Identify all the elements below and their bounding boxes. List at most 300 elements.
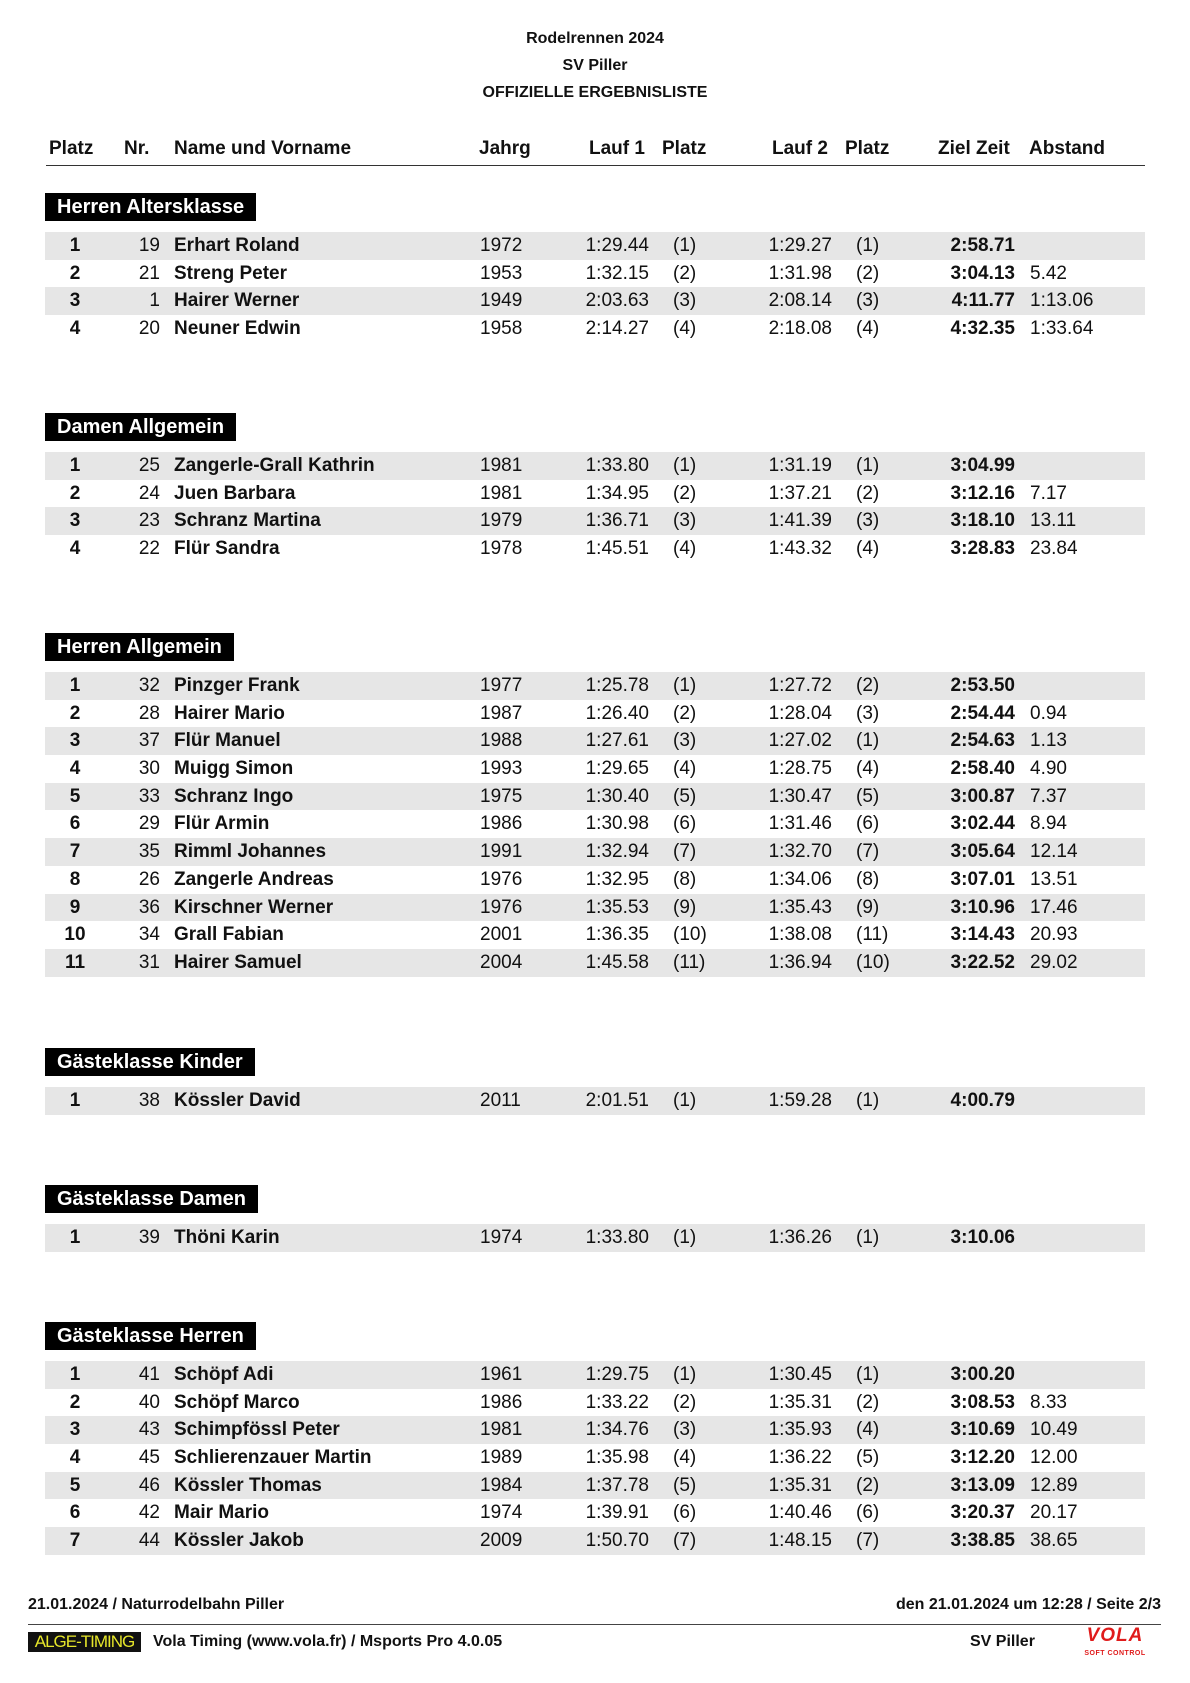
run1-rank-cell: (3) — [673, 290, 697, 312]
table-row — [45, 232, 1145, 260]
total-time-cell: 3:22.52 — [950, 951, 1015, 973]
rank-cell: 3 — [69, 510, 81, 532]
header-divider — [46, 165, 1145, 166]
table-row — [45, 535, 1145, 563]
gap-cell: 13.51 — [1030, 868, 1078, 890]
run1-rank-cell: (1) — [673, 455, 697, 476]
gap-cell: 1:33.64 — [1030, 318, 1094, 340]
result-rows — [45, 452, 1145, 563]
rank-cell: 7 — [69, 1530, 81, 1552]
vola-logo — [1069, 1626, 1161, 1660]
total-time-cell: 3:07.01 — [950, 868, 1015, 890]
run1-time-cell: 1:36.35 — [585, 924, 649, 946]
run2-time-cell: 1:30.47 — [768, 785, 832, 807]
total-time-cell: 3:28.83 — [950, 538, 1015, 560]
run2-rank-cell: (7) — [856, 841, 880, 863]
run1-time-cell: 1:29.65 — [585, 758, 649, 780]
gap-cell: 29.02 — [1030, 951, 1078, 973]
run1-rank-cell: (1) — [673, 1090, 697, 1111]
table-row — [45, 1224, 1145, 1252]
run1-rank-cell: (3) — [673, 510, 697, 532]
run1-time-cell: 1:34.76 — [585, 1419, 649, 1441]
table-row — [45, 810, 1145, 838]
list-title: OFFIZIELLE ERGEBNISLISTE — [482, 84, 708, 101]
name-cell: Kössler Jakob — [174, 1530, 304, 1552]
year-cell: 1987 — [480, 702, 523, 724]
rank-cell: 1 — [69, 455, 81, 476]
run1-time-cell: 1:35.53 — [585, 896, 649, 918]
run1-time-cell: 1:32.94 — [585, 841, 649, 863]
run2-rank-cell: (5) — [856, 785, 880, 807]
result-section — [45, 1185, 1145, 1252]
run1-time-cell: 1:45.51 — [585, 538, 649, 560]
footer-organizer: SV Piller — [970, 1633, 1035, 1650]
gap-cell: 7.17 — [1030, 482, 1067, 504]
run2-time-cell: 1:43.32 — [768, 538, 832, 560]
year-cell: 1988 — [480, 730, 523, 752]
bib-cell: 42 — [138, 1502, 160, 1524]
run1-time-cell: 1:29.44 — [585, 235, 649, 256]
rank-cell: 11 — [64, 951, 86, 973]
bib-cell: 25 — [138, 455, 160, 476]
run2-time-cell: 1:35.31 — [768, 1474, 832, 1496]
run2-rank-cell: (1) — [856, 1227, 880, 1248]
rank-cell: 2 — [69, 702, 81, 724]
name-cell: Schöpf Marco — [174, 1391, 300, 1413]
section-title: Herren Allgemein — [45, 633, 234, 661]
run1-time-cell: 1:30.40 — [585, 785, 649, 807]
gap-cell: 12.14 — [1030, 841, 1078, 863]
year-cell: 1986 — [480, 1391, 523, 1413]
run2-rank-cell: (1) — [856, 1090, 880, 1111]
bib-cell: 20 — [138, 318, 160, 340]
run2-rank-cell: (2) — [856, 675, 880, 696]
table-row — [45, 287, 1145, 315]
section-title: Gästeklasse Damen — [45, 1185, 258, 1213]
name-cell: Flür Manuel — [174, 730, 281, 752]
rank-cell: 1 — [69, 1227, 81, 1248]
total-time-cell: 2:54.44 — [950, 702, 1015, 724]
run2-rank-cell: (4) — [856, 1419, 880, 1441]
name-cell: Neuner Edwin — [174, 318, 301, 340]
table-row — [45, 755, 1145, 783]
gap-cell: 4.90 — [1030, 758, 1067, 780]
run2-rank-cell: (6) — [856, 813, 880, 835]
col-rank: Platz — [49, 138, 94, 159]
year-cell: 1981 — [480, 1419, 523, 1441]
table-row — [45, 315, 1145, 343]
run2-rank-cell: (1) — [856, 730, 880, 752]
gap-cell: 1:13.06 — [1030, 290, 1094, 312]
name-cell: Hairer Werner — [174, 290, 300, 312]
gap-cell: 20.93 — [1030, 924, 1078, 946]
gap-cell: 17.46 — [1030, 896, 1078, 918]
run2-rank-cell: (4) — [856, 538, 880, 560]
run1-rank-cell: (2) — [673, 1391, 697, 1413]
bib-cell: 21 — [138, 262, 160, 284]
bib-cell: 44 — [138, 1530, 160, 1552]
run1-time-cell: 1:32.15 — [585, 262, 649, 284]
run1-time-cell: 2:03.63 — [585, 290, 649, 312]
section-title: Herren Altersklasse — [45, 193, 256, 221]
run1-time-cell: 1:34.95 — [585, 482, 649, 504]
bib-cell: 28 — [138, 702, 160, 724]
section-title: Gästeklasse Herren — [45, 1322, 256, 1350]
run1-rank-cell: (8) — [673, 868, 697, 890]
name-cell: Thöni Karin — [174, 1227, 280, 1248]
rank-cell: 2 — [69, 482, 81, 504]
run1-time-cell: 1:25.78 — [585, 675, 649, 696]
run1-time-cell: 1:36.71 — [585, 510, 649, 532]
run2-rank-cell: (9) — [856, 896, 880, 918]
year-cell: 1981 — [480, 482, 523, 504]
year-cell: 1975 — [480, 785, 523, 807]
bib-cell: 45 — [138, 1447, 160, 1469]
vola-logo-text: VOLA — [1086, 1625, 1144, 1646]
year-cell: 1976 — [480, 868, 523, 890]
table-row — [45, 783, 1145, 811]
table-row — [45, 949, 1145, 977]
run2-time-cell: 1:31.98 — [768, 262, 832, 284]
run2-rank-cell: (5) — [856, 1447, 880, 1469]
result-section — [45, 1322, 1145, 1555]
year-cell: 1984 — [480, 1474, 523, 1496]
run1-time-cell: 1:26.40 — [585, 702, 649, 724]
name-cell: Flür Armin — [174, 813, 270, 835]
run1-rank-cell: (3) — [673, 730, 697, 752]
table-row — [45, 1087, 1145, 1115]
gap-cell: 7.37 — [1030, 785, 1067, 807]
bib-cell: 26 — [138, 868, 160, 890]
rank-cell: 7 — [69, 841, 81, 863]
table-row — [45, 1527, 1145, 1555]
col-run1: Lauf 1 — [589, 138, 645, 159]
total-time-cell: 3:38.85 — [950, 1530, 1015, 1552]
run1-rank-cell: (7) — [673, 1530, 697, 1552]
run1-time-cell: 1:35.98 — [585, 1447, 649, 1469]
run1-rank-cell: (11) — [673, 951, 706, 973]
run1-rank-cell: (4) — [673, 538, 697, 560]
table-row — [45, 1389, 1145, 1417]
run1-rank-cell: (2) — [673, 262, 697, 284]
run2-time-cell: 1:31.19 — [768, 455, 832, 476]
total-time-cell: 3:02.44 — [950, 813, 1015, 835]
run2-time-cell: 1:36.26 — [768, 1227, 832, 1248]
name-cell: Schöpf Adi — [174, 1364, 274, 1385]
total-time-cell: 3:00.20 — [950, 1364, 1015, 1385]
year-cell: 1953 — [480, 262, 523, 284]
result-rows — [45, 232, 1145, 343]
name-cell: Pinzger Frank — [174, 675, 300, 696]
gap-cell: 8.33 — [1030, 1391, 1067, 1413]
col-total: Ziel Zeit — [938, 138, 1010, 159]
gap-cell: 13.11 — [1030, 510, 1077, 532]
run2-time-cell: 1:35.93 — [768, 1419, 832, 1441]
run2-rank-cell: (3) — [856, 702, 880, 724]
run2-rank-cell: (10) — [856, 951, 890, 973]
run1-time-cell: 1:32.95 — [585, 868, 649, 890]
run2-rank-cell: (1) — [856, 235, 880, 256]
run2-rank-cell: (1) — [856, 455, 880, 476]
run2-time-cell: 1:40.46 — [768, 1502, 832, 1524]
run2-rank-cell: (6) — [856, 1502, 880, 1524]
rank-cell: 1 — [69, 1364, 81, 1385]
result-rows — [45, 1361, 1145, 1555]
run1-time-cell: 1:33.80 — [585, 455, 649, 476]
run1-rank-cell: (1) — [673, 675, 697, 696]
rank-cell: 4 — [69, 1447, 81, 1469]
vola-logo-tagline: SOFT CONTROL — [1084, 1650, 1146, 1657]
run1-time-cell: 1:37.78 — [585, 1474, 649, 1496]
gap-cell: 20.17 — [1030, 1502, 1078, 1524]
alge-timing-logo: ALGE-TIMING — [28, 1632, 141, 1652]
table-row — [45, 507, 1145, 535]
run2-time-cell: 1:37.21 — [768, 482, 832, 504]
run1-rank-cell: (1) — [673, 1364, 697, 1385]
name-cell: Schimpfössl Peter — [174, 1419, 340, 1441]
year-cell: 1989 — [480, 1447, 523, 1469]
section-title: Gästeklasse Kinder — [45, 1048, 255, 1076]
rank-cell: 3 — [69, 1419, 81, 1441]
table-row — [45, 1416, 1145, 1444]
name-cell: Schranz Ingo — [174, 785, 294, 807]
total-time-cell: 2:53.50 — [950, 675, 1015, 696]
year-cell: 1977 — [480, 675, 523, 696]
rank-cell: 4 — [69, 318, 81, 340]
run2-time-cell: 1:30.45 — [768, 1364, 832, 1385]
table-row — [45, 866, 1145, 894]
year-cell: 1949 — [480, 290, 523, 312]
col-name: Name und Vorname — [174, 138, 352, 159]
run1-rank-cell: (2) — [673, 702, 697, 724]
col-run2: Lauf 2 — [772, 138, 828, 159]
total-time-cell: 2:58.40 — [950, 758, 1015, 780]
bib-cell: 46 — [138, 1474, 160, 1496]
run2-rank-cell: (2) — [856, 482, 880, 504]
run2-time-cell: 1:27.72 — [768, 675, 832, 696]
name-cell: Flür Sandra — [174, 538, 280, 560]
run1-rank-cell: (7) — [673, 841, 697, 863]
run1-rank-cell: (1) — [673, 1227, 697, 1248]
year-cell: 1961 — [480, 1364, 523, 1385]
event-title: Rodelrennen 2024 — [526, 30, 664, 47]
year-cell: 1993 — [480, 758, 523, 780]
run2-time-cell: 1:48.15 — [768, 1530, 832, 1552]
bib-cell: 24 — [138, 482, 160, 504]
year-cell: 1986 — [480, 813, 523, 835]
run2-time-cell: 2:18.08 — [768, 318, 832, 340]
total-time-cell: 3:08.53 — [950, 1391, 1015, 1413]
run1-rank-cell: (4) — [673, 758, 697, 780]
run2-rank-cell: (8) — [856, 868, 880, 890]
section-title: Damen Allgemein — [45, 413, 236, 441]
name-cell: Hairer Mario — [174, 702, 285, 724]
run2-rank-cell: (3) — [856, 510, 880, 532]
run1-rank-cell: (1) — [673, 235, 697, 256]
rank-cell: 4 — [69, 538, 81, 560]
bib-cell: 19 — [138, 235, 160, 256]
name-cell: Grall Fabian — [174, 924, 284, 946]
col-bib: Nr. — [124, 138, 150, 159]
run1-time-cell: 1:29.75 — [585, 1364, 649, 1385]
table-row — [45, 672, 1145, 700]
gap-cell: 38.65 — [1030, 1530, 1078, 1552]
year-cell: 2009 — [480, 1530, 523, 1552]
gap-cell: 23.84 — [1030, 538, 1078, 560]
bib-cell: 33 — [138, 785, 160, 807]
bib-cell: 40 — [138, 1391, 160, 1413]
rank-cell: 5 — [69, 785, 81, 807]
total-time-cell: 3:05.64 — [950, 841, 1015, 863]
run1-time-cell: 1:50.70 — [585, 1530, 649, 1552]
name-cell: Mair Mario — [174, 1502, 270, 1524]
gap-cell: 1.13 — [1030, 730, 1067, 752]
rank-cell: 6 — [69, 1502, 81, 1524]
col-year: Jahrg — [479, 138, 531, 159]
gap-cell: 5.42 — [1030, 262, 1067, 284]
gap-cell: 0.94 — [1030, 702, 1067, 724]
name-cell: Kirschner Werner — [174, 896, 334, 918]
rank-cell: 1 — [69, 675, 81, 696]
year-cell: 1958 — [480, 318, 523, 340]
run2-time-cell: 1:38.08 — [768, 924, 832, 946]
year-cell: 1978 — [480, 538, 523, 560]
table-row — [45, 727, 1145, 755]
run2-rank-cell: (2) — [856, 262, 880, 284]
run2-time-cell: 1:28.04 — [768, 702, 832, 724]
run2-time-cell: 1:35.43 — [768, 896, 832, 918]
rank-cell: 1 — [69, 1090, 81, 1111]
footer-software: Vola Timing (www.vola.fr) / Msports Pro 4.0.05 — [153, 1633, 503, 1650]
bib-cell: 1 — [149, 290, 160, 312]
rank-cell: 3 — [69, 290, 81, 312]
year-cell: 1974 — [480, 1502, 523, 1524]
run2-time-cell: 1:36.94 — [768, 951, 832, 973]
total-time-cell: 3:10.96 — [950, 896, 1015, 918]
run2-time-cell: 1:36.22 — [768, 1447, 832, 1469]
col-run2-rank: Platz — [845, 138, 890, 159]
rank-cell: 10 — [64, 924, 86, 946]
run1-time-cell: 1:33.22 — [585, 1391, 649, 1413]
rank-cell: 2 — [69, 1391, 81, 1413]
rank-cell: 3 — [69, 730, 81, 752]
year-cell: 1976 — [480, 896, 523, 918]
run1-time-cell: 1:33.80 — [585, 1227, 649, 1248]
gap-cell: 8.94 — [1030, 813, 1067, 835]
name-cell: Muigg Simon — [174, 758, 294, 780]
total-time-cell: 3:04.13 — [950, 262, 1015, 284]
total-time-cell: 3:10.06 — [950, 1227, 1015, 1248]
bib-cell: 32 — [138, 675, 160, 696]
bib-cell: 35 — [138, 841, 160, 863]
total-time-cell: 4:00.79 — [950, 1090, 1015, 1111]
run2-rank-cell: (4) — [856, 318, 880, 340]
name-cell: Zangerle-Grall Kathrin — [174, 455, 375, 476]
table-row — [45, 480, 1145, 508]
run1-rank-cell: (4) — [673, 318, 697, 340]
run1-rank-cell: (9) — [673, 896, 697, 918]
name-cell: Rimml Johannes — [174, 841, 327, 863]
result-section — [45, 633, 1145, 977]
result-section — [45, 193, 1145, 343]
run2-time-cell: 1:32.70 — [768, 841, 832, 863]
total-time-cell: 3:14.43 — [950, 924, 1015, 946]
name-cell: Streng Peter — [174, 262, 287, 284]
name-cell: Kössler David — [174, 1090, 301, 1111]
bib-cell: 22 — [138, 538, 160, 560]
total-time-cell: 3:04.99 — [950, 455, 1015, 476]
total-time-cell: 3:13.09 — [950, 1474, 1015, 1496]
footer-printed: den 21.01.2024 um 12:28 / Seite 2/3 — [895, 1596, 1161, 1613]
table-row — [45, 700, 1145, 728]
total-time-cell: 4:32.35 — [950, 318, 1015, 340]
run2-time-cell: 1:59.28 — [768, 1090, 832, 1111]
name-cell: Erhart Roland — [174, 235, 300, 256]
bib-cell: 41 — [138, 1364, 160, 1385]
run1-rank-cell: (6) — [673, 1502, 697, 1524]
result-rows — [45, 1087, 1145, 1115]
run2-rank-cell: (3) — [856, 290, 880, 312]
run1-time-cell: 1:27.61 — [585, 730, 649, 752]
total-time-cell: 2:58.71 — [950, 235, 1015, 256]
run1-time-cell: 1:39.91 — [585, 1502, 649, 1524]
year-cell: 1991 — [480, 841, 523, 863]
total-time-cell: 4:11.77 — [951, 290, 1015, 312]
year-cell: 2011 — [480, 1090, 521, 1111]
run2-time-cell: 1:27.02 — [768, 730, 832, 752]
name-cell: Schlierenzauer Martin — [174, 1447, 372, 1469]
table-row — [45, 1444, 1145, 1472]
run1-rank-cell: (5) — [673, 1474, 697, 1496]
run2-time-cell: 1:31.46 — [768, 813, 832, 835]
footer-divider — [28, 1624, 1161, 1625]
table-row — [45, 1472, 1145, 1500]
table-row — [45, 894, 1145, 922]
run2-rank-cell: (1) — [856, 1364, 880, 1385]
table-row — [45, 1499, 1145, 1527]
year-cell: 1974 — [480, 1227, 523, 1248]
run2-time-cell: 1:35.31 — [768, 1391, 832, 1413]
bib-cell: 29 — [138, 813, 160, 835]
total-time-cell: 3:10.69 — [950, 1419, 1015, 1441]
rank-cell: 5 — [69, 1474, 81, 1496]
rank-cell: 1 — [69, 235, 81, 256]
run1-time-cell: 2:01.51 — [585, 1090, 649, 1111]
total-time-cell: 2:54.63 — [950, 730, 1015, 752]
name-cell: Kössler Thomas — [174, 1474, 322, 1496]
gap-cell: 12.89 — [1030, 1474, 1078, 1496]
run2-time-cell: 2:08.14 — [768, 290, 832, 312]
table-row — [45, 452, 1145, 480]
run1-time-cell: 2:14.27 — [585, 318, 649, 340]
run1-rank-cell: (6) — [673, 813, 697, 835]
bib-cell: 31 — [138, 951, 160, 973]
bib-cell: 39 — [138, 1227, 160, 1248]
run2-rank-cell: (4) — [856, 758, 880, 780]
bib-cell: 43 — [138, 1419, 160, 1441]
result-section — [45, 413, 1145, 563]
run2-time-cell: 1:34.06 — [768, 868, 832, 890]
total-time-cell: 3:12.20 — [950, 1447, 1015, 1469]
col-gap: Abstand — [1029, 138, 1105, 159]
run2-time-cell: 1:29.27 — [768, 235, 832, 256]
rank-cell: 8 — [69, 868, 81, 890]
footer-date-venue: 21.01.2024 / Naturrodelbahn Piller — [28, 1596, 285, 1613]
year-cell: 1979 — [480, 510, 523, 532]
run2-time-cell: 1:41.39 — [768, 510, 832, 532]
run1-rank-cell: (3) — [673, 1419, 697, 1441]
run1-time-cell: 1:45.58 — [585, 951, 649, 973]
